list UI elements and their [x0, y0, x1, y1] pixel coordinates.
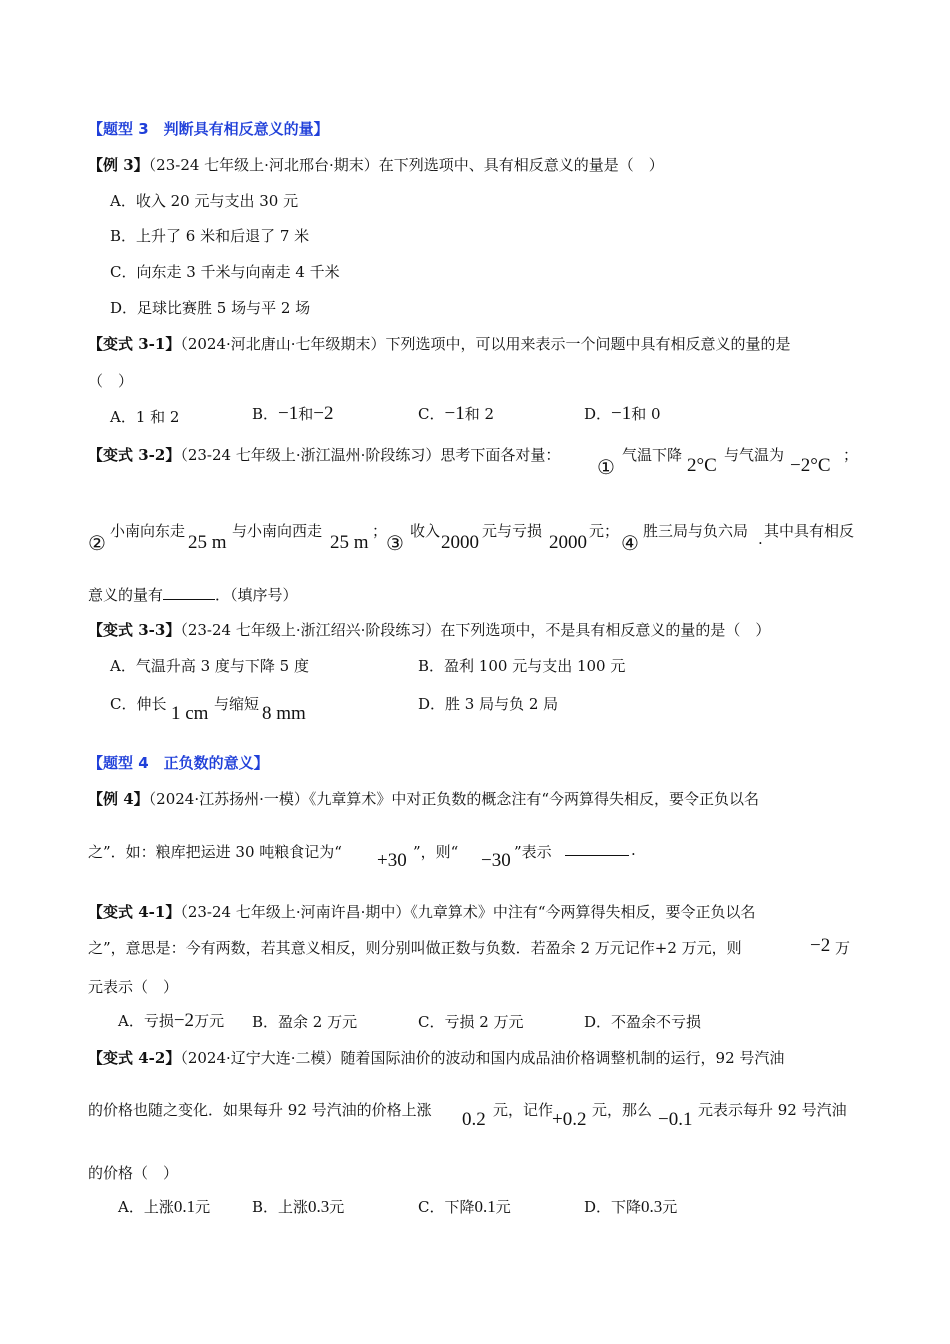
- item-4-text: 胜三局与负六局: [643, 522, 749, 540]
- variant-4-2-line2-b: 元，记作: [493, 1101, 554, 1119]
- variant-3-2-stem: [88, 444, 560, 465]
- math-value: −2: [313, 403, 334, 424]
- item-1-text: 气温下降: [622, 446, 683, 464]
- variant-3-1-option-b: [252, 403, 333, 425]
- variant-4-2-line3: 的价格（ ）: [88, 1164, 179, 1182]
- example-4-stem: [88, 788, 759, 809]
- example-3-tag: 【例 3】: [88, 156, 149, 174]
- option-label: D．下降: [584, 1198, 642, 1216]
- math-value: 0.1: [474, 1197, 496, 1216]
- variant-3-3-option-c-label: C．伸长: [110, 695, 167, 713]
- variant-4-2-option-d: [584, 1196, 677, 1217]
- option-text: 元: [662, 1198, 678, 1216]
- variant-4-2-math-1: 0.2: [462, 1109, 486, 1130]
- variant-4-2-line2-a: 的价格也随之变化．如果每升 92 号汽油的价格上涨: [88, 1101, 432, 1119]
- variant-3-3-option-d: D．胜 3 局与负 2 局: [418, 695, 559, 713]
- option-label: B．: [252, 405, 279, 423]
- variant-4-2-line2-c: 元，那么: [592, 1101, 653, 1119]
- variant-4-1-option-c: C．亏损 2 万元: [418, 1013, 524, 1031]
- math-value: −2: [173, 1010, 195, 1031]
- circled-two: ②: [88, 531, 106, 555]
- answer-blank[interactable]: [163, 585, 215, 600]
- option-label: A．上涨: [118, 1198, 174, 1216]
- option-label: B．上涨: [252, 1198, 309, 1216]
- variant-4-1-line3: 元表示（ ）: [88, 978, 179, 996]
- option-label: C．下降: [418, 1198, 475, 1216]
- item-3-math-2: 2000: [549, 532, 587, 553]
- item-4-dot: .: [758, 530, 763, 548]
- section-4-heading: 【题型 4 正负数的意义】: [88, 754, 269, 772]
- example-3-option-d: D．足球比赛胜 5 场与平 2 场: [110, 299, 311, 317]
- item-4-text-2: 其中具有相反: [764, 522, 855, 540]
- example-4-end: .: [631, 841, 636, 859]
- answer-suffix: ．（填序号）: [215, 586, 298, 604]
- variant-4-2-math-2: +0.2: [552, 1109, 587, 1130]
- variant-3-2-tag: 【变式 3-2】: [88, 446, 181, 464]
- example-3-stem: [88, 154, 664, 175]
- item-2-math-2: 25 m: [330, 532, 369, 553]
- variant-4-2-text: （2024·辽宁大连·二模）随着国际油价的波动和国内成品油价格调整机制的运行，92 号汽油: [180, 1049, 785, 1067]
- circled-one: ①: [597, 455, 615, 479]
- variant-3-2-text: （23-24 七年级上·浙江温州·阶段练习）思考下面各对量：: [180, 446, 561, 464]
- example-4-text: （2024·江苏扬州·一模）《九章算术》中对正负数的概念注有“今两算得失相反，要令正负以名: [148, 790, 760, 808]
- variant-3-1-paren: （ ）: [88, 372, 134, 390]
- variant-3-1-option-c: [418, 403, 494, 425]
- section-3-heading: 【题型 3 判断具有相反意义的量】: [88, 120, 329, 138]
- example-4-line2-b: ”，则“: [413, 843, 459, 861]
- math-value: −1: [444, 403, 465, 424]
- variant-4-1-tag: 【变式 4-1】: [88, 903, 181, 921]
- option-text: 元: [495, 1198, 511, 1216]
- variant-4-2-option-c: [418, 1196, 511, 1217]
- item-2-text-2: 与小南向西走: [232, 522, 323, 540]
- option-text: 元: [329, 1198, 345, 1216]
- variant-4-1-option-b: B．盈余 2 万元: [252, 1013, 358, 1031]
- variant-4-1-stem: [88, 901, 756, 922]
- item-3-text: 收入: [410, 522, 441, 540]
- example-3-option-a: A．收入 20 元与支出 30 元: [110, 192, 299, 210]
- variant-4-1-option-d: D．不盈余不亏损: [584, 1013, 702, 1031]
- variant-4-2-tag: 【变式 4-2】: [88, 1049, 181, 1067]
- variant-4-1-option-a: [118, 1010, 224, 1032]
- item-1-math: 2°C: [687, 455, 717, 476]
- variant-4-1-math: −2: [810, 935, 831, 956]
- variant-3-3-option-c-math: 1 cm: [171, 703, 209, 724]
- item-3-text-2: 元与亏损: [482, 522, 543, 540]
- variant-4-2-line2-d: 元表示每升 92 号汽油: [698, 1101, 847, 1119]
- example-4-line2-a: 之”．如：粮库把运进 30 吨粮食记为“: [88, 843, 342, 861]
- item-3-math: 2000: [441, 532, 479, 553]
- circled-four: ④: [621, 531, 639, 555]
- variant-3-1-stem: [88, 333, 791, 354]
- variant-3-3-option-c-text: 与缩短: [214, 695, 260, 713]
- circled-three: ③: [386, 531, 404, 555]
- math-value: 0.3: [308, 1197, 330, 1216]
- math-value: −1: [278, 403, 299, 424]
- item-1-math-2: −2°C: [790, 455, 831, 476]
- variant-4-1-line2: 之”，意思是：今有两数，若其意义相反，则分别叫做正数与负数．若盈余 2 万元记作+2 万元，则: [88, 939, 742, 957]
- answer-prefix: 意义的量有: [88, 586, 164, 604]
- example-4-math-2: −30: [481, 850, 511, 871]
- variant-3-2-answer-line: [88, 584, 298, 605]
- item-1-end: ；: [843, 446, 859, 464]
- option-text: 万元: [194, 1012, 225, 1030]
- option-text: 元: [195, 1198, 211, 1216]
- example-4-line2-c: ”表示: [514, 843, 552, 861]
- item-1-text-2: 与气温为: [724, 446, 785, 464]
- variant-4-2-option-b: [252, 1196, 344, 1217]
- item-2-end: ；: [372, 522, 388, 540]
- option-label: D．: [584, 405, 612, 423]
- variant-3-3-text: （23-24 七年级上·浙江绍兴·阶段练习）在下列选项中，不是具有相反意义的量的是（ ）: [180, 621, 771, 639]
- math-value: 0.3: [641, 1197, 663, 1216]
- example-3-option-c: C．向东走 3 千米与向南走 4 千米: [110, 263, 340, 281]
- math-value: −1: [611, 403, 632, 424]
- variant-3-1-option-d: [584, 403, 661, 425]
- example-3-option-b: B．上升了 6 米和后退了 7 米: [110, 227, 310, 245]
- variant-3-3-tag: 【变式 3-3】: [88, 621, 181, 639]
- variant-4-2-stem: [88, 1047, 784, 1068]
- variant-3-1-option-a: A．1 和 2: [110, 408, 180, 426]
- variant-4-2-math-3: −0.1: [658, 1109, 693, 1130]
- variant-3-3-option-c-math-2: 8 mm: [262, 703, 306, 724]
- variant-4-1-line2-end: 万: [835, 939, 851, 957]
- example-4-math-1: +30: [377, 850, 407, 871]
- item-3-end: 元；: [589, 522, 620, 540]
- math-value: 0.1: [173, 1197, 196, 1216]
- item-2-text: 小南向东走: [110, 522, 186, 540]
- variant-3-3-stem: [88, 619, 770, 640]
- option-label: A．亏损: [118, 1012, 174, 1030]
- example-3-text: （23-24 七年级上·河北邢台·期末）在下列选项中、具有相反意义的量是（ ）: [148, 156, 664, 174]
- variant-3-3-option-b: B．盈利 100 元与支出 100 元: [418, 657, 626, 675]
- example-4-tag: 【例 4】: [88, 790, 149, 808]
- variant-4-1-text: （23-24 七年级上·河南许昌·期中）《九章算术》中注有“今两算得失相反，要令正负以名: [180, 903, 756, 921]
- variant-3-3-option-a: A．气温升高 3 度与下降 5 度: [110, 657, 309, 675]
- option-label: C．: [418, 405, 445, 423]
- option-text: 和 2: [464, 405, 495, 423]
- option-text: 和: [298, 405, 314, 423]
- item-2-math: 25 m: [188, 532, 227, 553]
- example-4-answer-blank[interactable]: [565, 841, 629, 856]
- option-text: 和 0: [631, 405, 661, 423]
- variant-3-1-text: （2024·河北唐山·七年级期末）下列选项中，可以用来表示一个问题中具有相反意义的量的是: [180, 335, 791, 353]
- variant-4-2-option-a: [118, 1196, 210, 1217]
- variant-3-1-tag: 【变式 3-1】: [88, 335, 181, 353]
